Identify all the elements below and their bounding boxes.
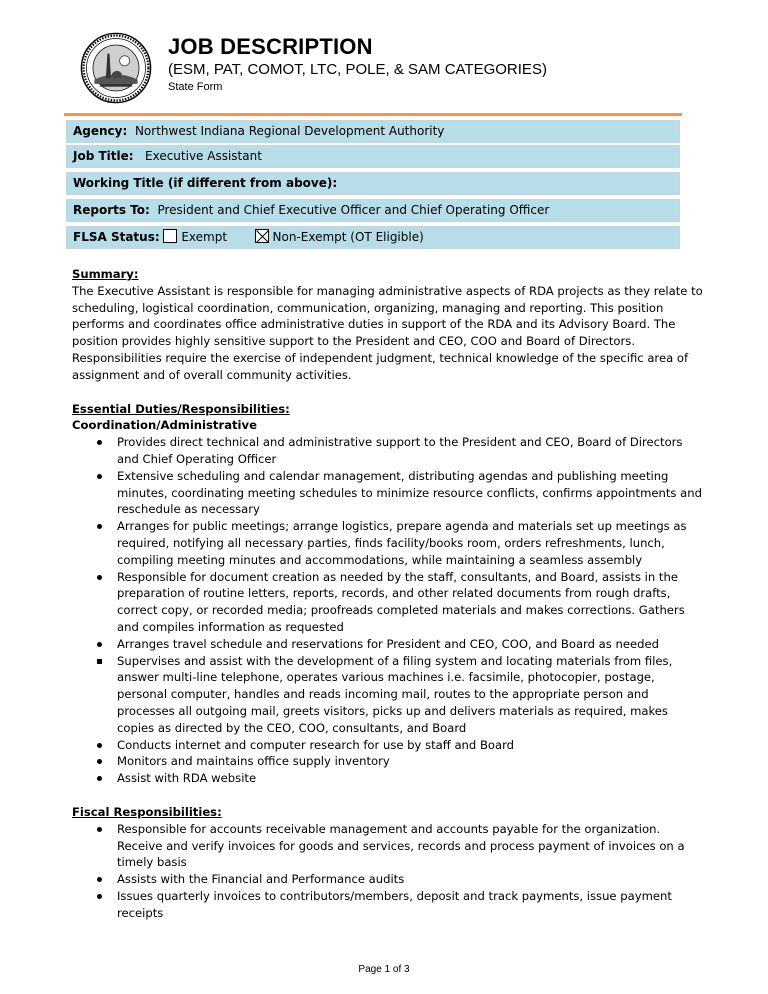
reports-to-row xyxy=(66,199,680,222)
page-number: Page 1 of 3 xyxy=(358,964,410,975)
job-info-table xyxy=(64,113,682,248)
document-title: JOB DESCRIPTION xyxy=(168,34,373,59)
list-item: Extensive scheduling and calendar management, distributing agendas and publishing meeting minutes, coordinating meeting schedules to minimize resource conflicts, confirms appointments and reschedule as necessary xyxy=(72,468,704,518)
fiscal-list xyxy=(72,821,704,922)
list-item: Responsible for accounts receivable management and accounts payable for the organization. Receive and verify invoices for goods and services, records and process payment of invoices on a timely basis xyxy=(72,821,704,871)
job-title-value: Executive Assistant xyxy=(145,149,262,163)
summary-heading: Summary: xyxy=(72,267,139,281)
list-item: Monitors and maintains office supply inventory xyxy=(72,753,704,770)
list-item: Responsible for document creation as needed by the staff, consultants, and Board, assists in the preparation of routine letters, reports, records, and other related documents from rough drafts, correct copy, or recorded media; proofreads completed materials and makes corrections. Gathers and compiles information as requested xyxy=(72,569,704,636)
reports-to-value: President and Chief Executive Officer and Chief Operating Officer xyxy=(157,203,550,217)
list-item: Assists with the Financial and Performance audits xyxy=(72,871,704,888)
list-item: Arranges travel schedule and reservations for President and CEO, COO, and Board as needed xyxy=(72,636,704,653)
duties-list xyxy=(72,434,704,787)
agency-label: Agency: xyxy=(73,124,128,138)
reports-to-label: Reports To: xyxy=(73,203,150,217)
list-item: Conducts internet and computer research for use by staff and Board xyxy=(72,737,704,754)
summary-text: The Executive Assistant is responsible for managing administrative aspects of RDA projects as they relate to scheduling, logistical coordination, communication, organizing, managing and reporting. This position performs and coordinates office administrative duties in support of the RDA and its Advisory Board. The position provides highly sensitive support to the President and CEO, COO and Board of Directors. Responsibilities require the exercise of independent judgment, technical knowledge of the specific area of assignment and of overall community activities. xyxy=(72,283,703,382)
form-label: State Form xyxy=(168,81,223,93)
flsa-row xyxy=(66,226,680,249)
working-title-row xyxy=(66,172,680,195)
job-title-label: Job Title: xyxy=(73,149,134,163)
exempt-checkbox[interactable] xyxy=(163,229,177,243)
list-item: Assist with RDA website xyxy=(72,770,704,787)
agency-value: Northwest Indiana Regional Development Authority xyxy=(134,124,445,138)
flsa-label: FLSA Status: xyxy=(73,230,160,244)
duties-heading: Essential Duties/Responsibilities: xyxy=(72,401,290,416)
agency-row xyxy=(66,120,680,143)
working-title-label: Working Title (if different from above): xyxy=(73,176,338,190)
fiscal-heading: Fiscal Responsibilities: xyxy=(72,804,222,819)
document-body xyxy=(72,266,704,921)
job-title-row xyxy=(66,145,680,168)
nonexempt-checkbox[interactable] xyxy=(255,229,269,243)
list-item: Supervises and assist with the development of a filing system and locating materials from files, answer multi-line telephone, operates various machines i.e. facsimile, photocopier, postage, personal computer, handles and reads incoming mail, routes to the appropriate person and processes all outgoing mail, greets visitors, picks up and delivers materials as required, makes copies as directed by the CEO, COO, consultants, and Board xyxy=(72,653,704,737)
document-subtitle: (ESM, PAT, COMOT, LTC, POLE, & SAM CATEGORIES) xyxy=(168,61,547,78)
nonexempt-label: Non-Exempt (OT Eligible) xyxy=(272,230,424,244)
list-item: Issues quarterly invoices to contributors/members, deposit and track payments, issue payment receipts xyxy=(72,888,704,922)
state-seal-logo xyxy=(80,32,152,104)
duties-subheading: Coordination/Administrative xyxy=(72,418,257,433)
exempt-label: Exempt xyxy=(181,230,228,244)
list-item: Provides direct technical and administrative support to the President and CEO, Board of Directors and Chief Operating Officer xyxy=(72,434,704,468)
list-item: Arranges for public meetings; arrange logistics, prepare agenda and materials set up meetings as required, notifying all necessary parties, finds facility/books room, orders refreshments, lunch, compiling meeting minutes and accommodations, while maintaining a seamless assembly xyxy=(72,518,704,568)
